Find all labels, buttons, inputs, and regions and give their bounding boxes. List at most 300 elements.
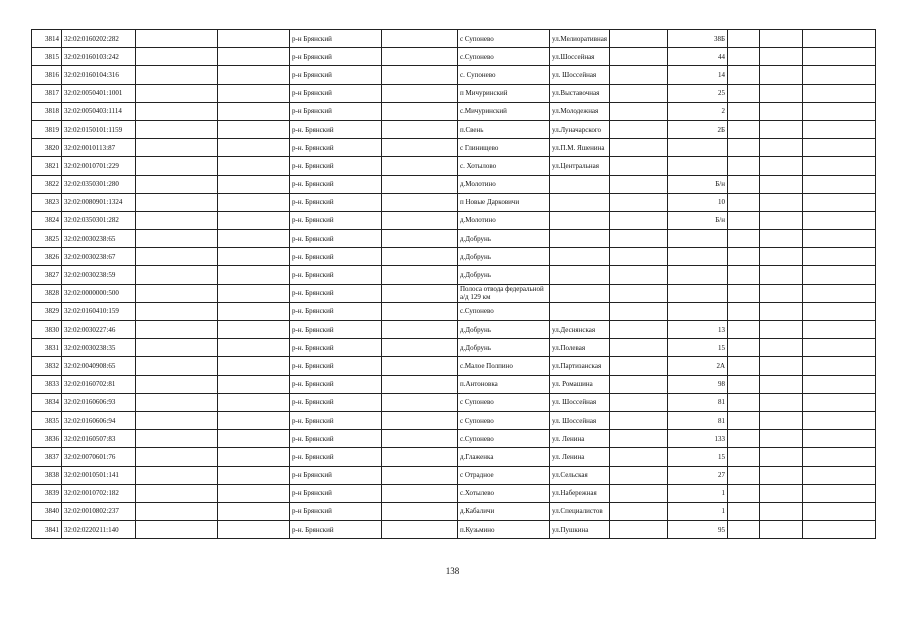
cell-street: ул.Пушкина	[550, 521, 610, 539]
cell-empty	[610, 302, 668, 320]
cell-settlement: с.Супонево	[458, 302, 550, 320]
table-row	[32, 430, 876, 448]
cell-street: ул. Ленина	[550, 448, 610, 466]
cell-house: 38Б	[668, 30, 728, 48]
cell-settlement: с.Мичуринский	[458, 102, 550, 120]
cell-house: 2А	[668, 357, 728, 375]
cell-settlement: с Отрадное	[458, 466, 550, 484]
cell-empty	[728, 502, 760, 520]
cell-empty	[382, 211, 458, 229]
cell-cadastral: 32:02:0160410:159	[62, 302, 136, 320]
cell-cadastral: 32:02:0050403:1114	[62, 102, 136, 120]
cell-cadastral: 32:02:0050401:1001	[62, 84, 136, 102]
cell-street: ул.Выставочная	[550, 84, 610, 102]
cell-settlement: д.Добрунь	[458, 266, 550, 284]
cell-cadastral: 32:02:0160702:81	[62, 375, 136, 393]
cell-empty	[136, 448, 218, 466]
cell-house: 133	[668, 430, 728, 448]
cell-settlement: с Супонево	[458, 411, 550, 429]
cell-house: Б/н	[668, 175, 728, 193]
cell-num: 3837	[32, 448, 62, 466]
cell-empty	[610, 411, 668, 429]
cell-cadastral: 32:02:0030227:46	[62, 321, 136, 339]
cell-empty	[382, 448, 458, 466]
cell-empty	[803, 266, 876, 284]
cell-empty	[382, 430, 458, 448]
cell-empty	[136, 321, 218, 339]
table-row	[32, 357, 876, 375]
cell-num: 3830	[32, 321, 62, 339]
cell-house: 1	[668, 484, 728, 502]
cell-district: р-н. Брянский	[290, 139, 382, 157]
cell-empty	[760, 266, 803, 284]
cell-settlement: с Супонево	[458, 393, 550, 411]
cell-cadastral: 32:02:0010802:237	[62, 502, 136, 520]
cell-house: 81	[668, 393, 728, 411]
cell-empty	[136, 175, 218, 193]
cell-street: ул.П.М. Яшенина	[550, 139, 610, 157]
cell-empty	[136, 339, 218, 357]
cell-street: ул.Специалистов	[550, 502, 610, 520]
cell-num: 3835	[32, 411, 62, 429]
table-row	[32, 321, 876, 339]
cell-empty	[610, 193, 668, 211]
cell-street: ул. Ромашина	[550, 375, 610, 393]
cell-settlement: п Новые Дарковичи	[458, 193, 550, 211]
cell-district: р-н Брянский	[290, 48, 382, 66]
cell-house: 44	[668, 48, 728, 66]
cell-empty	[382, 339, 458, 357]
page-number: 138	[445, 566, 460, 576]
cell-empty	[803, 66, 876, 84]
cell-cadastral: 32:02:0000000:500	[62, 284, 136, 302]
cell-house: 98	[668, 375, 728, 393]
cell-empty	[760, 393, 803, 411]
cell-house: 10	[668, 193, 728, 211]
cell-cadastral: 32:02:0010501:141	[62, 466, 136, 484]
cell-district: р-н Брянский	[290, 30, 382, 48]
cell-empty	[728, 157, 760, 175]
cell-empty	[803, 48, 876, 66]
cell-empty	[760, 139, 803, 157]
cell-empty	[218, 175, 290, 193]
cell-house: 25	[668, 84, 728, 102]
cell-settlement: д.Добрунь	[458, 321, 550, 339]
cell-empty	[382, 266, 458, 284]
cell-empty	[218, 484, 290, 502]
cell-empty	[382, 502, 458, 520]
cell-empty	[610, 521, 668, 539]
cell-empty	[610, 211, 668, 229]
cell-empty	[382, 284, 458, 302]
cell-cadastral: 32:02:0040908:65	[62, 357, 136, 375]
cell-street: ул.Центральная	[550, 157, 610, 175]
cell-empty	[803, 211, 876, 229]
cell-empty	[218, 230, 290, 248]
cell-district: р-н Брянский	[290, 84, 382, 102]
cell-empty	[382, 120, 458, 138]
cell-house: 2Б	[668, 120, 728, 138]
cell-empty	[382, 48, 458, 66]
cell-empty	[760, 102, 803, 120]
table-row	[32, 120, 876, 138]
cell-empty	[136, 157, 218, 175]
cell-empty	[218, 502, 290, 520]
cell-empty	[803, 466, 876, 484]
cell-cadastral: 32:02:0160606:94	[62, 411, 136, 429]
cell-num: 3823	[32, 193, 62, 211]
cell-empty	[728, 230, 760, 248]
cell-street	[550, 284, 610, 302]
cell-empty	[218, 211, 290, 229]
cell-street: ул.Мелиоративная	[550, 30, 610, 48]
cell-empty	[803, 30, 876, 48]
cell-empty	[136, 430, 218, 448]
cell-empty	[760, 321, 803, 339]
cell-district: р-н. Брянский	[290, 211, 382, 229]
cell-empty	[728, 411, 760, 429]
cell-empty	[803, 411, 876, 429]
cell-num: 3839	[32, 484, 62, 502]
table-row	[32, 102, 876, 120]
cell-house: 81	[668, 411, 728, 429]
cell-empty	[610, 30, 668, 48]
cell-cadastral: 32:02:0080901:1324	[62, 193, 136, 211]
cell-empty	[728, 339, 760, 357]
cell-empty	[803, 521, 876, 539]
cell-empty	[728, 484, 760, 502]
table-row	[32, 139, 876, 157]
cell-empty	[760, 302, 803, 320]
cell-empty	[136, 139, 218, 157]
cell-empty	[218, 120, 290, 138]
cell-empty	[803, 448, 876, 466]
cell-empty	[728, 448, 760, 466]
cell-house	[668, 248, 728, 266]
cell-empty	[136, 466, 218, 484]
cell-empty	[136, 284, 218, 302]
cell-empty	[382, 521, 458, 539]
cell-empty	[728, 393, 760, 411]
cell-cadastral: 32:02:0010702:182	[62, 484, 136, 502]
cell-house: Б/н	[668, 211, 728, 229]
cell-cadastral: 32:02:0220211:140	[62, 521, 136, 539]
cell-empty	[803, 120, 876, 138]
cell-empty	[610, 466, 668, 484]
cell-settlement: д.Молотино	[458, 211, 550, 229]
cell-empty	[382, 102, 458, 120]
cell-num: 3815	[32, 48, 62, 66]
cell-cadastral: 32:02:0010701:229	[62, 157, 136, 175]
cell-empty	[610, 102, 668, 120]
cell-street: ул. Шоссейная	[550, 393, 610, 411]
cell-empty	[803, 321, 876, 339]
cell-empty	[803, 102, 876, 120]
cell-empty	[728, 84, 760, 102]
cell-empty	[803, 175, 876, 193]
table-row	[32, 302, 876, 320]
cell-district: р-н Брянский	[290, 102, 382, 120]
cell-empty	[382, 30, 458, 48]
cell-street: ул.Партизанская	[550, 357, 610, 375]
cell-cadastral: 32:02:0160606:93	[62, 393, 136, 411]
cell-empty	[728, 375, 760, 393]
cell-settlement: Полоса отвода федеральной а/д 129 км	[458, 284, 550, 302]
cell-district: р-н. Брянский	[290, 430, 382, 448]
cell-district: р-н. Брянский	[290, 266, 382, 284]
cell-num: 3819	[32, 120, 62, 138]
cell-num: 3828	[32, 284, 62, 302]
cell-street: ул.Полевая	[550, 339, 610, 357]
table-row	[32, 375, 876, 393]
cell-empty	[610, 321, 668, 339]
cell-empty	[218, 521, 290, 539]
cell-empty	[136, 30, 218, 48]
table-row	[32, 211, 876, 229]
table-row	[32, 230, 876, 248]
cell-empty	[382, 321, 458, 339]
cell-settlement: с.Хотылево	[458, 484, 550, 502]
table-row	[32, 193, 876, 211]
cell-empty	[728, 30, 760, 48]
cell-num: 3826	[32, 248, 62, 266]
table-row	[32, 339, 876, 357]
cell-settlement: с Глинищево	[458, 139, 550, 157]
cell-district: р-н. Брянский	[290, 175, 382, 193]
cell-empty	[803, 84, 876, 102]
cell-empty	[803, 157, 876, 175]
cell-empty	[803, 375, 876, 393]
cell-empty	[760, 357, 803, 375]
cell-empty	[760, 339, 803, 357]
cell-empty	[728, 266, 760, 284]
cell-num: 3832	[32, 357, 62, 375]
cell-settlement: д.Кабаличи	[458, 502, 550, 520]
cell-settlement: д.Добрунь	[458, 339, 550, 357]
cell-empty	[610, 48, 668, 66]
cell-num: 3820	[32, 139, 62, 157]
cell-empty	[728, 193, 760, 211]
cell-empty	[218, 393, 290, 411]
cell-empty	[760, 66, 803, 84]
cell-street	[550, 248, 610, 266]
cell-empty	[136, 84, 218, 102]
cell-cadastral: 32:02:0030238:67	[62, 248, 136, 266]
cell-settlement: п.Антоновка	[458, 375, 550, 393]
cell-empty	[218, 411, 290, 429]
cell-num: 3840	[32, 502, 62, 520]
cell-empty	[218, 321, 290, 339]
cell-empty	[728, 521, 760, 539]
cell-district: р-н. Брянский	[290, 521, 382, 539]
cell-empty	[218, 339, 290, 357]
cell-house: 2	[668, 102, 728, 120]
cell-empty	[728, 66, 760, 84]
cell-district: р-н. Брянский	[290, 120, 382, 138]
cell-empty	[760, 375, 803, 393]
cell-house: 15	[668, 448, 728, 466]
cell-num: 3833	[32, 375, 62, 393]
cell-settlement: д.Молотино	[458, 175, 550, 193]
cell-num: 3838	[32, 466, 62, 484]
cell-empty	[803, 484, 876, 502]
cell-empty	[382, 248, 458, 266]
cell-empty	[382, 411, 458, 429]
table-row	[32, 66, 876, 84]
table-row	[32, 248, 876, 266]
cell-empty	[760, 248, 803, 266]
cell-house: 13	[668, 321, 728, 339]
cell-empty	[136, 248, 218, 266]
cell-cadastral: 32:02:0070601:76	[62, 448, 136, 466]
table-row	[32, 30, 876, 48]
cell-district: р-н. Брянский	[290, 339, 382, 357]
cell-cadastral: 32:02:0010113:87	[62, 139, 136, 157]
cell-empty	[728, 211, 760, 229]
cell-house	[668, 230, 728, 248]
cell-settlement: д.Добрунь	[458, 248, 550, 266]
cell-street	[550, 193, 610, 211]
cell-empty	[136, 302, 218, 320]
cell-empty	[728, 175, 760, 193]
cell-street: ул. Шоссейная	[550, 411, 610, 429]
cell-empty	[610, 375, 668, 393]
cell-district: р-н. Брянский	[290, 157, 382, 175]
cell-cadastral: 32:02:0160104:316	[62, 66, 136, 84]
cell-street	[550, 175, 610, 193]
cell-empty	[610, 357, 668, 375]
cell-empty	[728, 357, 760, 375]
cell-district: р-н. Брянский	[290, 448, 382, 466]
cell-empty	[760, 466, 803, 484]
cell-empty	[218, 266, 290, 284]
cell-district: р-н. Брянский	[290, 248, 382, 266]
cell-cadastral: 32:02:0160103:242	[62, 48, 136, 66]
cell-settlement: д.Глаженка	[458, 448, 550, 466]
cell-empty	[218, 84, 290, 102]
cell-cadastral: 32:02:0160507:83	[62, 430, 136, 448]
cell-empty	[610, 84, 668, 102]
cell-cadastral: 32:02:0160202:282	[62, 30, 136, 48]
cell-empty	[803, 248, 876, 266]
cell-num: 3841	[32, 521, 62, 539]
cell-empty	[610, 484, 668, 502]
cell-cadastral: 32:02:0150101:1159	[62, 120, 136, 138]
cell-empty	[610, 339, 668, 357]
cell-empty	[610, 284, 668, 302]
cell-settlement: с.Малое Полпино	[458, 357, 550, 375]
cell-empty	[760, 48, 803, 66]
cell-street: ул.Набережная	[550, 484, 610, 502]
cell-empty	[136, 393, 218, 411]
cell-empty	[218, 48, 290, 66]
cell-empty	[136, 521, 218, 539]
cell-empty	[760, 230, 803, 248]
table-row	[32, 484, 876, 502]
cell-empty	[803, 230, 876, 248]
cell-empty	[803, 430, 876, 448]
cell-empty	[382, 84, 458, 102]
cell-settlement: с.Супонево	[458, 48, 550, 66]
cell-empty	[610, 393, 668, 411]
cell-empty	[803, 502, 876, 520]
cell-empty	[382, 175, 458, 193]
table-row	[32, 84, 876, 102]
cell-num: 3831	[32, 339, 62, 357]
cell-empty	[610, 139, 668, 157]
cell-empty	[610, 120, 668, 138]
cell-empty	[728, 321, 760, 339]
table-row	[32, 157, 876, 175]
cell-empty	[382, 139, 458, 157]
cell-district: р-н. Брянский	[290, 302, 382, 320]
cell-empty	[803, 284, 876, 302]
cell-empty	[728, 284, 760, 302]
cell-empty	[218, 284, 290, 302]
cell-street: ул.Сельская	[550, 466, 610, 484]
table-body	[32, 30, 876, 539]
table-row	[32, 521, 876, 539]
cell-house	[668, 266, 728, 284]
cell-empty	[760, 157, 803, 175]
cell-settlement: п Мичуринский	[458, 84, 550, 102]
cell-settlement: д.Добрунь	[458, 230, 550, 248]
cell-district: р-н. Брянский	[290, 321, 382, 339]
cell-house	[668, 139, 728, 157]
cell-num: 3829	[32, 302, 62, 320]
cell-empty	[218, 66, 290, 84]
cell-settlement: с. Хотылово	[458, 157, 550, 175]
cell-cadastral: 32:02:0350301:282	[62, 211, 136, 229]
cell-settlement: с Супонево	[458, 30, 550, 48]
cell-empty	[136, 102, 218, 120]
cell-empty	[610, 66, 668, 84]
cell-empty	[803, 139, 876, 157]
cell-empty	[218, 302, 290, 320]
cell-cadastral: 32:02:0030238:65	[62, 230, 136, 248]
cell-empty	[382, 484, 458, 502]
cell-empty	[728, 102, 760, 120]
cell-empty	[803, 357, 876, 375]
cell-empty	[382, 375, 458, 393]
cell-street	[550, 211, 610, 229]
cell-district: р-н. Брянский	[290, 375, 382, 393]
cell-empty	[760, 502, 803, 520]
cell-empty	[136, 48, 218, 66]
cell-empty	[136, 193, 218, 211]
cell-empty	[382, 157, 458, 175]
cell-empty	[728, 466, 760, 484]
cell-num: 3817	[32, 84, 62, 102]
table-row	[32, 448, 876, 466]
cell-district: р-н. Брянский	[290, 193, 382, 211]
table-row	[32, 411, 876, 429]
cell-empty	[728, 248, 760, 266]
cell-empty	[136, 120, 218, 138]
cell-district: р-н Брянский	[290, 502, 382, 520]
table-row	[32, 466, 876, 484]
cell-empty	[218, 30, 290, 48]
cell-district: р-н. Брянский	[290, 284, 382, 302]
cell-house: 15	[668, 339, 728, 357]
cell-street: ул.Молодежная	[550, 102, 610, 120]
cell-street: ул. Шоссейная	[550, 66, 610, 84]
cell-num: 3818	[32, 102, 62, 120]
cell-empty	[610, 248, 668, 266]
cell-empty	[760, 448, 803, 466]
cell-cadastral: 32:02:0350301:280	[62, 175, 136, 193]
cell-house	[668, 157, 728, 175]
